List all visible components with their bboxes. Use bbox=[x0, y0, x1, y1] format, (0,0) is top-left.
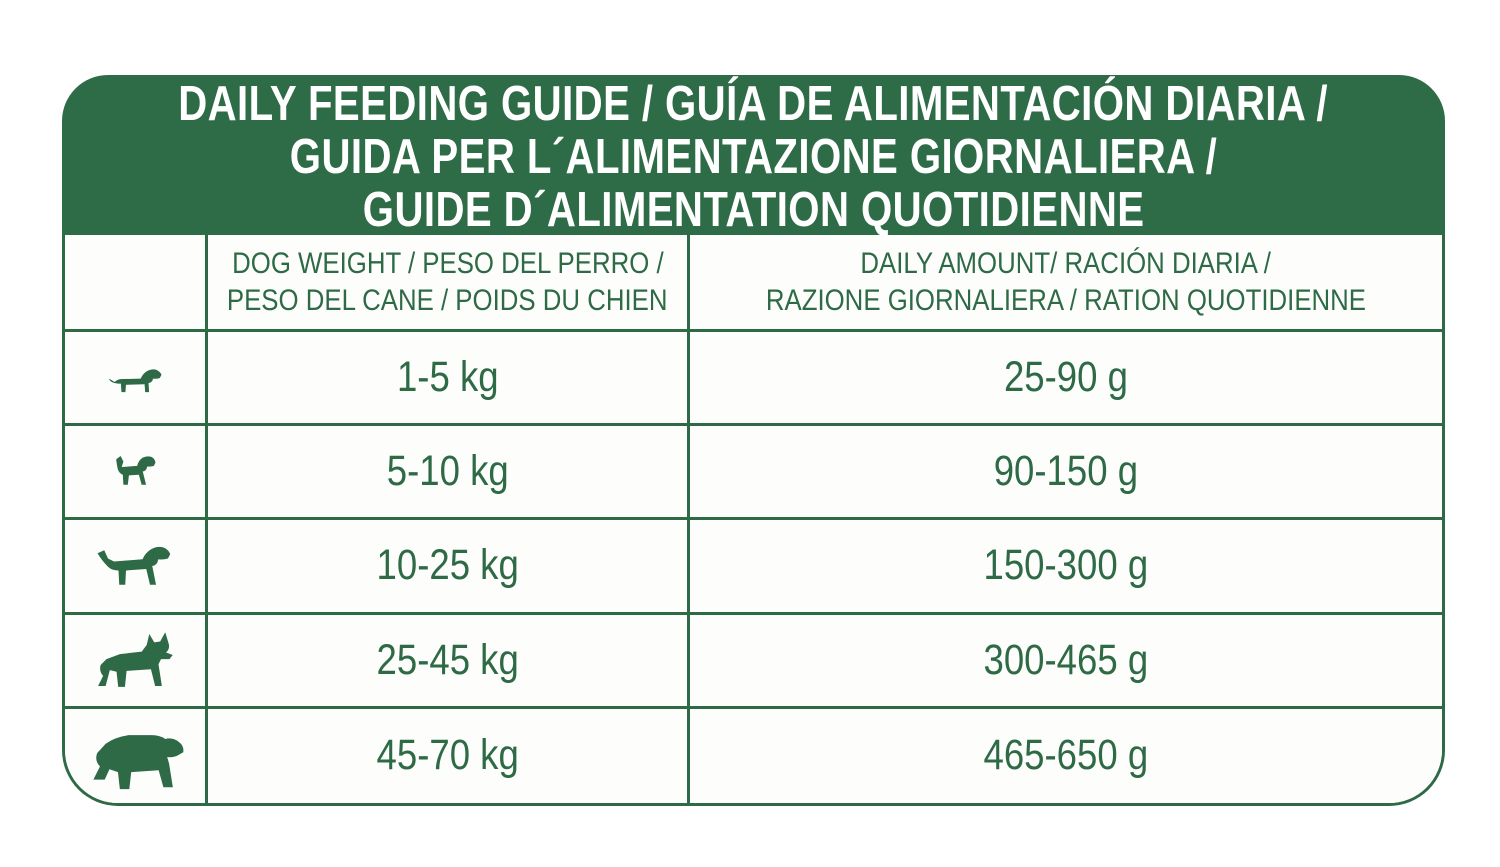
table-row-4-amount-cell bbox=[690, 615, 1442, 709]
weight-value: 10-25 kg bbox=[376, 541, 519, 590]
amount-header-line-2: RAZIONE GIORNALIERA / RATION QUOTIDIENNE bbox=[765, 284, 1367, 317]
icon-column-header bbox=[65, 235, 208, 332]
dog-size-l-icon bbox=[88, 626, 182, 694]
weight-value: 1-5 kg bbox=[396, 353, 499, 402]
weight-column-header bbox=[208, 235, 690, 332]
table-row-3-amount-cell bbox=[690, 520, 1442, 614]
amount-header-line-1: DAILY AMOUNT/ RACIÓN DIARIA / bbox=[860, 247, 1272, 280]
feeding-guide-panel bbox=[62, 75, 1445, 806]
table-row-1-icon-cell bbox=[65, 332, 208, 426]
table-row-5-weight-cell bbox=[208, 709, 690, 803]
feeding-guide-table bbox=[62, 235, 1445, 806]
weight-value: 5-10 kg bbox=[386, 447, 509, 496]
table-row-1-amount-cell bbox=[690, 332, 1442, 426]
amount-value: 90-150 g bbox=[993, 447, 1139, 496]
table-row-5-amount-cell bbox=[690, 709, 1442, 803]
guide-title-line-2: GUIDA PER L´ALIMENTAZIONE GIORNALIERA / bbox=[289, 129, 1218, 184]
table-row-2-weight-cell bbox=[208, 426, 690, 520]
table-row-2-icon-cell bbox=[65, 426, 208, 520]
dog-size-xl-icon bbox=[82, 719, 188, 793]
amount-value: 300-465 g bbox=[983, 635, 1149, 684]
amount-value: 150-300 g bbox=[983, 541, 1149, 590]
dog-size-m-icon bbox=[93, 536, 177, 596]
dog-size-s-icon bbox=[104, 444, 166, 500]
guide-title-line-3: GUIDE D´ALIMENTATION QUOTIDIENNE bbox=[362, 182, 1145, 237]
table-row-4-icon-cell bbox=[65, 615, 208, 709]
weight-value: 45-70 kg bbox=[376, 731, 519, 780]
amount-column-header bbox=[690, 235, 1442, 332]
amount-value: 465-650 g bbox=[983, 731, 1149, 780]
weight-header-line-1: DOG WEIGHT / PESO DEL PERRO / bbox=[231, 247, 664, 280]
table-row-2-amount-cell bbox=[690, 426, 1442, 520]
table-row-1-weight-cell bbox=[208, 332, 690, 426]
dog-size-xs-icon bbox=[103, 356, 167, 400]
amount-value: 25-90 g bbox=[1004, 353, 1128, 402]
weight-header-line-2: PESO DEL CANE / POIDS DU CHIEN bbox=[227, 284, 668, 317]
table-row-3-icon-cell bbox=[65, 520, 208, 614]
table-row-4-weight-cell bbox=[208, 615, 690, 709]
table-row-3-weight-cell bbox=[208, 520, 690, 614]
weight-value: 25-45 kg bbox=[376, 635, 519, 684]
guide-title-banner bbox=[62, 75, 1445, 235]
table-row-5-icon-cell bbox=[65, 709, 208, 803]
guide-title-line-1: DAILY FEEDING GUIDE / GUÍA DE ALIMENTACIÓN DIARIA / bbox=[178, 76, 1329, 131]
